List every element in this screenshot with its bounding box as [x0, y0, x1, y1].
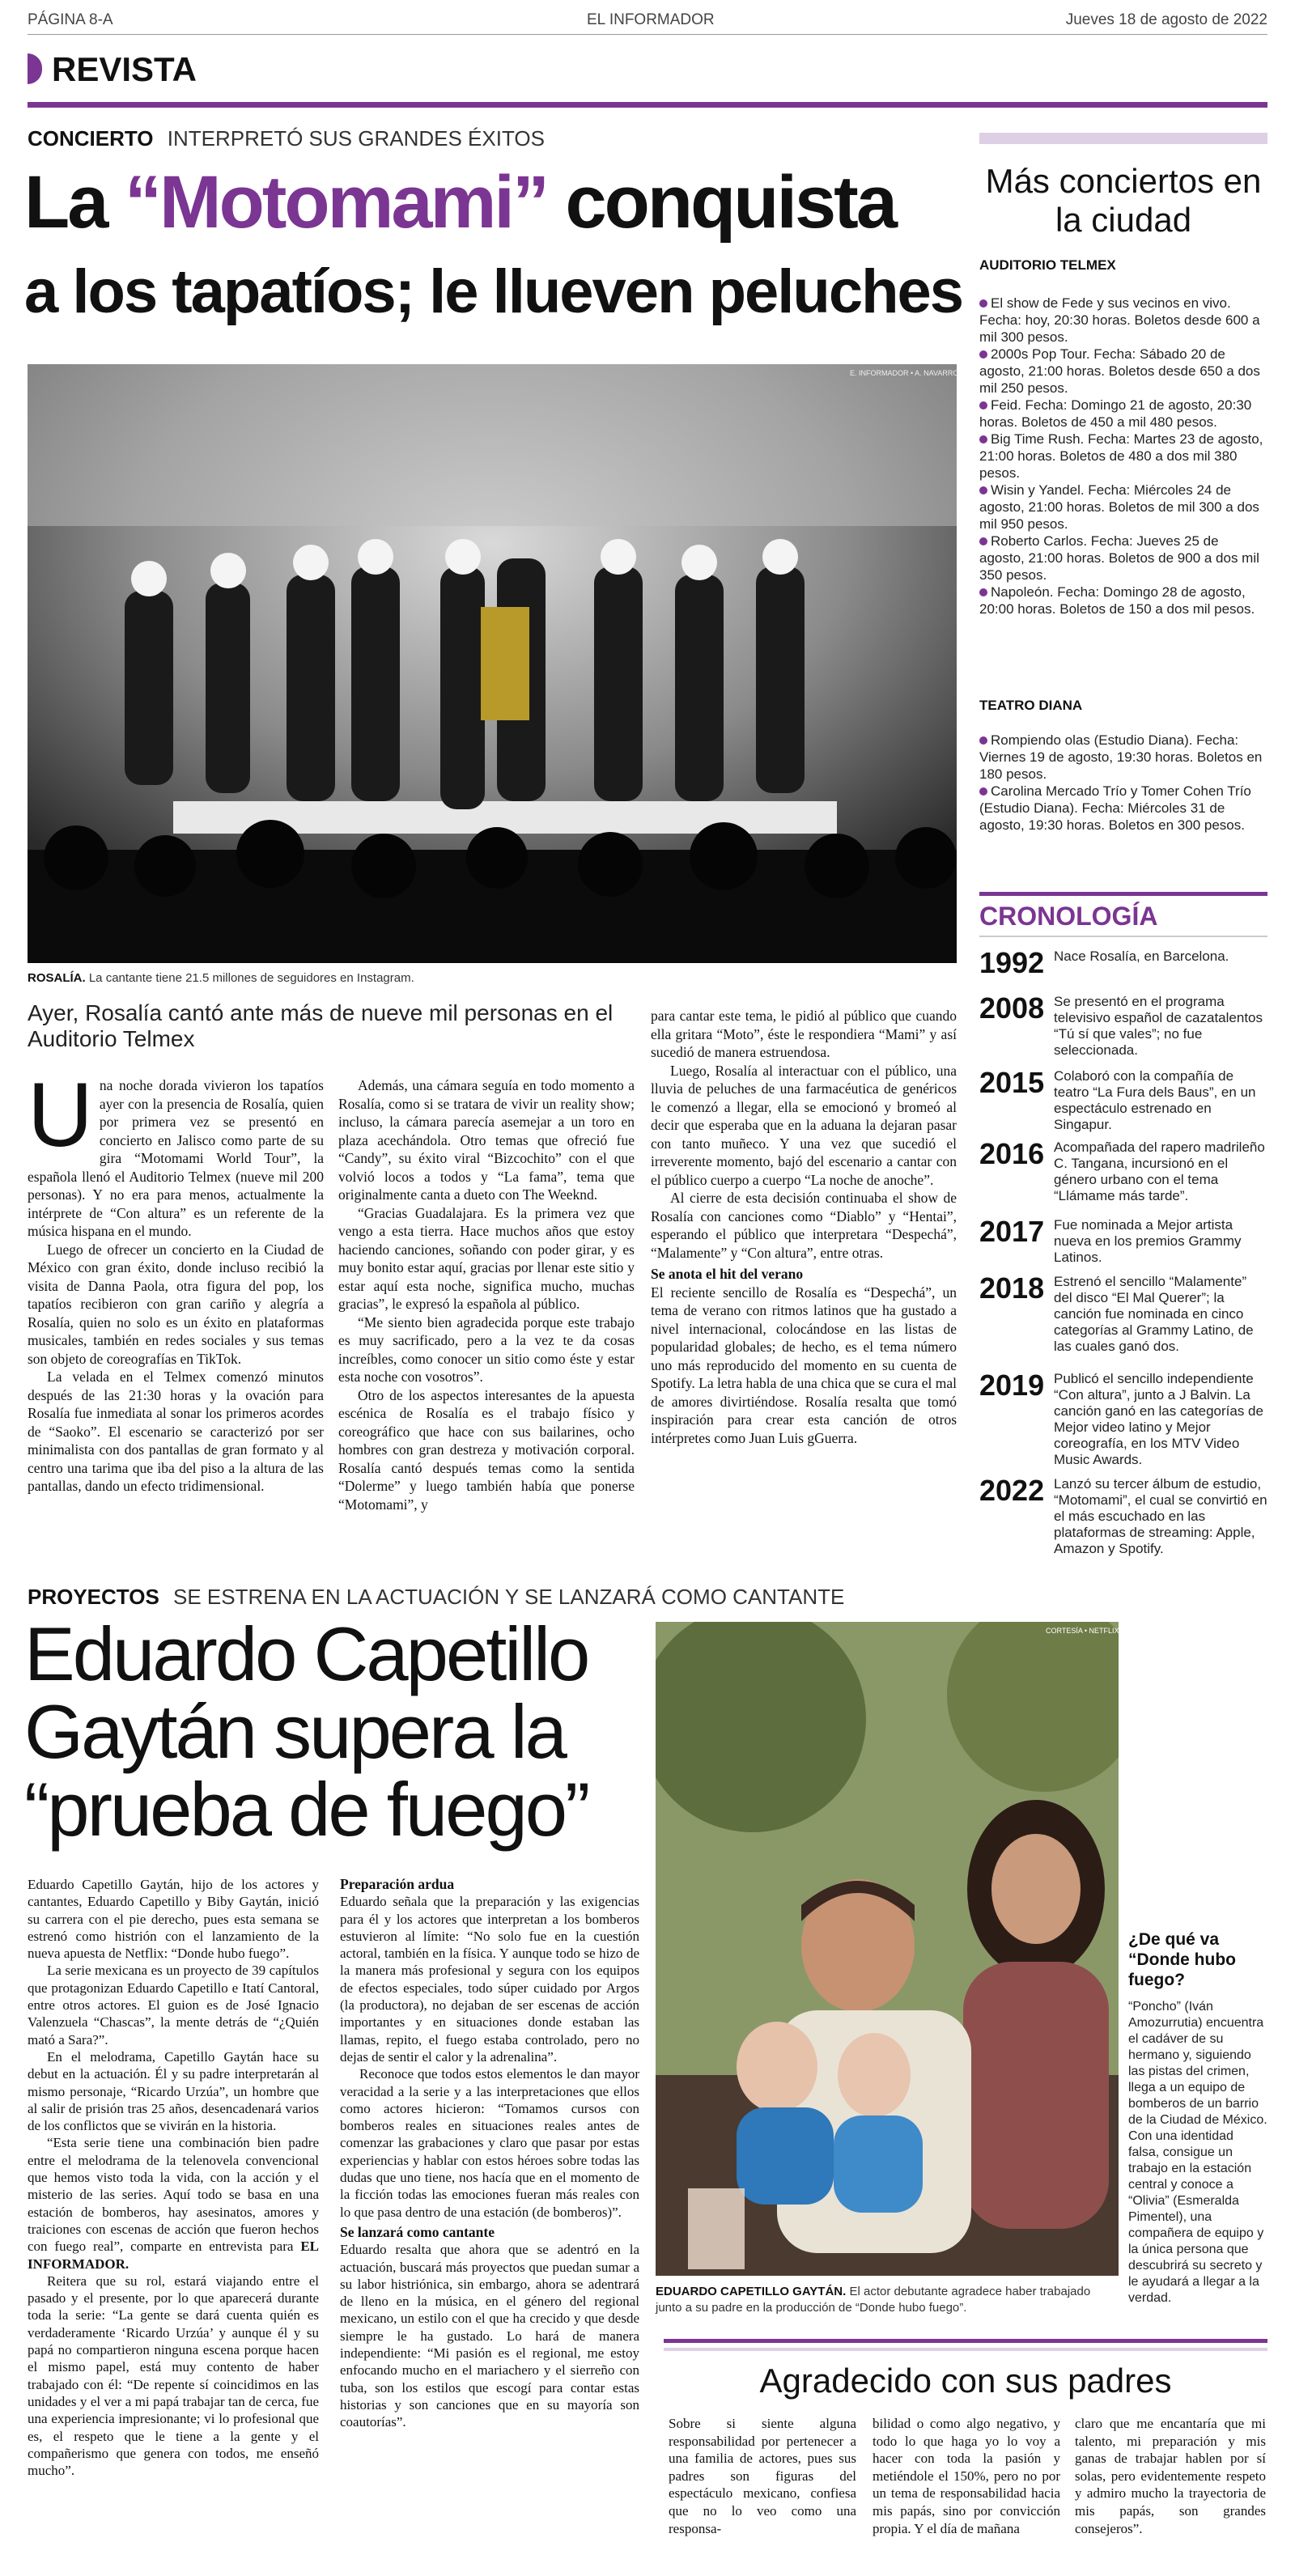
paragraph: “Me siento bien agradecida porque este trabajo es muy sacrificado, pero a la vez te da cosas increíbles, como conocer un sitio como éste y estar esta noche con vosotros”. — [338, 1313, 635, 1385]
box-col2: bilidad o como algo negativo, y todo lo que haga yo lo voy a hacer con toda la pasión y metiéndole el 150%, pero no por un tema de responsabilidad hacia mis papás, sino por convicción propia. Y el día de mañana — [873, 2416, 1060, 2536]
story1-kicker — [28, 126, 545, 151]
masthead: EL INFORMADOR — [587, 11, 715, 28]
paragraph: Otro de los aspectos interesantes de la apuesta escénica de Rosalía es el trabajo físico y coreográfico que hace con sus bailarines, ocho hombres con gran destreza y motivación corporal. Rosalía cantó después temas como la sentida “Dolerme” y luego también había que ponerse “Motomami”, y — [338, 1386, 635, 1513]
headline-post: conquista — [546, 161, 895, 244]
list-item: Roberto Carlos. Fecha: Jueves 25 de agosto, 21:00 horas. Boletos de 900 a dos mil 350 pesos. — [979, 533, 1259, 583]
story1-headline-line2: a los tapatíos; le llueven peluches — [24, 257, 963, 326]
chronology — [979, 948, 1267, 1557]
photo-credit: E. INFORMADOR • A. NAVARRO — [850, 369, 959, 377]
paragraph: “Gracias Guadalajara. Es la primera vez que vengo a esta tierra. Hace muchos años que estoy haciendo canciones, soñando con poder girar, y es muy bonito estar aquí, gracias por llenar este sitio y estar aquí esta noche, significa mucho, muchas gracias”, le expresó la española al público. — [338, 1204, 635, 1312]
box-subrule — [664, 2348, 1267, 2351]
story1-deck: Ayer, Rosalía cantó ante más de nueve mil personas en el Auditorio Telmex — [28, 1000, 614, 1051]
story2-kicker — [28, 1585, 844, 1610]
chrono-entry: 2016 Acompañada del rapero madrileño C. Tangana, incursionó en el género urbano con el tema “Llámame más tarde”. — [979, 1137, 1265, 1203]
subheading: Preparación ardua — [340, 1876, 455, 1892]
story1-headline-line1 — [24, 162, 895, 243]
photo2-credit: CORTESÍA • NETFLIX — [1046, 1627, 1119, 1635]
chrono-subrule — [979, 936, 1267, 937]
paragraph: El reciente sencillo de Rosalía es “Despechá”, un tema de verano con ritmos latinos que ha gustado a nivel internacional, colocándose en las listas de popularidad globales; de hecho, es el tema número uno más reproducido del momento en su cuenta de Spotify. La letra habla de una chica que se cura el mal de amores divirtiéndose. Rosalía resalta que tomó inspiración para crear esta canción de otros intérpretes como Juan Luis gGuerra. — [651, 1284, 957, 1446]
list-item: Napoleón. Fecha: Domingo 28 de agosto, 20:00 horas. Boletos de 150 a dos mil pesos. — [979, 584, 1255, 617]
list-item: Rompiendo olas (Estudio Diana). Fecha: Viernes 19 de agosto, 19:30 horas. Boletos en 180 pesos. — [979, 732, 1263, 782]
subheading: Se anota el hit del verano — [651, 1266, 804, 1282]
caption-name: ROSALÍA. — [28, 971, 86, 985]
paragraph: Luego, Rosalía al interactuar con el público, una lluvia de peluches de una farmacéutica de genéricos le comenzó a llegar, ella se emocionó y bromeó al decir que esperaba que en la aduana la dejaran pasar con tanto muñeco. Y una vez que sucedió el irreverente momento, bajó del escenario a cantar con el público cuerpo a cuerpo “La noche de anoche”. — [651, 1062, 957, 1188]
caption-text: La cantante tiene 21.5 millones de seguidores en Instagram. — [88, 971, 414, 985]
chrono-entry: 2022 Lanzó su tercer álbum de estudio, “Motomami”, el cual se convirtió en el más escuchado en las plataformas de streaming: Apple, Amazon y Spotify. — [979, 1474, 1267, 1556]
chrono-entry: 2018 Estrenó el sencillo “Malamente” del disco “El Mal Querer”; la canción fue nominada en cinco categorías al Grammy Latino, de las cuales ganó dos. — [979, 1271, 1254, 1354]
box-col3: claro que me encantaría que mi talento, mi preparación y mis ganas de trabajar hablen por sí solas, pero evidentemente respeto y admiro mucho la trayectoria de mis papás, son grandes consejeros”. — [1075, 2416, 1266, 2536]
issue-date: Jueves 18 de agosto de 2022 — [1065, 11, 1267, 28]
paragraph: Eduardo Capetillo Gaytán, hijo de los actores y cantantes, Eduardo Capetillo y Biby Gaytán, inició su carrera con el pie derecho, pues esta semana se estrenó como histrión con el lanzamiento de la nueva apuesta de Netflix: “Donde hubo fuego”. — [28, 1877, 319, 1962]
paragraph: Reconoce que todos estos elementos le dan mayor veracidad a la serie y a las interpretaciones que ellos como actores hicieron: “Tomamos cursos con bomberos reales en situaciones reales antes de comenzar las grabaciones y claro que pasar por estas experiencias y hablar con estos héroes sobre todas las dudas que uno tiene, nos hacía que en el momento de la ficción todas las emociones fueran más reales con lo que pasa dentro de una estación (de bomberos)”. — [340, 2066, 639, 2220]
section-title: REVISTA — [52, 50, 197, 88]
story1-col2 — [338, 1076, 635, 1513]
subheading: Se lanzará como cantante — [340, 2223, 495, 2240]
header-rule — [28, 34, 1267, 35]
chrono-entry: 2008 Se presentó en el programa televisivo español de cazatalentos “Tú sí que vales”; no fue seleccionada. — [979, 991, 1263, 1058]
story1-col1 — [28, 1064, 324, 1496]
story2-col1 — [28, 1876, 319, 2479]
lead-paragraph: Una noche dorada vivieron los tapatíos ayer con la presencia de Rosalía, quien por primera vez se presentó en concierto en Jalisco como parte de su gira “Motomami World Tour”, la española llenó el Auditorio Telmex (nueve mil 200 personas). Y no era para menos, actualmente la intérprete de “Con altura” es un referente de la música hispana en el mundo. — [28, 1064, 324, 1239]
paragraph: Al cierre de esta decisión continuaba el show de Rosalía con canciones como “Diablo” y “Hentai”, esperando el público que interpretara “Despechá”, “Malamente” y “Con altura”, entre otras. — [651, 1190, 957, 1261]
story2-sidebar-text: “Poncho” (Iván Amozurrutia) encuentra el cadáver de su hermano y, siguiendo las pistas del crimen, llega a un equipo de bomberos de un barrio de la Ciudad de México. Con una identidad falsa, consigue un trabajo en la estación central y conoce a “Olivia” (Esmeralda Pimentel), una compañera de equipo y la única persona que descubrirá su secreto y le ayudará a llegar a la verdad. — [1128, 2000, 1267, 2305]
paragraph: Eduardo resalta que ahora que se adentró en la actuación, buscará más proyectos que puedan sumar a su labor histriónica, sin embargo, ahora se adentrará de lleno en la música, en el género del regional mexicano, un estilo con el que ha crecido y que desde siempre le ha gustado. Lo hará de manera independiente: “Mi pasión es el regional, me estoy enfocando mucho en el mariachero y el sierreño con tuba, son los estilos que escogí para contar estas historias y son canciones que en su mayoría son coautorías”. — [340, 2242, 639, 2430]
kicker-sub: INTERPRETÓ SUS GRANDES ÉXITOS — [167, 126, 545, 151]
box-top-rule — [664, 2339, 1267, 2343]
photo-caption — [28, 971, 957, 985]
list-item: Feid. Fecha: Domingo 21 de agosto, 20:30 horas. Boletos de 450 a mil 480 pesos. — [979, 397, 1252, 430]
paragraph: Reitera que su rol, estará viajando entre el pasado y el presente, por lo que aparecerá durante toda la serie: “La gente se dará cuenta quién es verdaderamente ‘Ricardo Urzúa’ y aunque él y su papá no compartieron ninguna escena porque hacen el mismo papel, está muy contento de haber trabajado con él: “De repente sí coincidimos en las unidades y el ver a mi papá trabajar tan de cerca, fue una experiencia impresionante; vi lo profesional que es, el respeto que le tiene a la gente y el compañerismo que genera con todos, me enseñó mucho”. — [28, 2273, 319, 2479]
chrono-entry: 1992 Nace Rosalía, en Barcelona. — [979, 946, 1229, 979]
paragraph: para cantar este tema, le pidió al público que cuando ella gritara “Moto”, éste le respondiera “Mami” y así sucedió de manera estruendosa. — [651, 1008, 957, 1060]
headline-pre: La — [24, 161, 125, 244]
venue-telmex: AUDITORIO TELMEX — [979, 257, 1116, 273]
list-item: 2000s Pop Tour. Fecha: Sábado 20 de agosto, 21:00 horas. Boletos desde 650 a dos mil 250 pesos. — [979, 346, 1260, 396]
list-item: El show de Fede y sus vecinos en vivo. Fecha: hoy, 20:30 horas. Boletos desde 600 a mil 300 pesos. — [979, 295, 1260, 345]
section-rule — [28, 102, 1267, 108]
sidebar-title: Más conciertos en la ciudad — [985, 162, 1262, 239]
list-item: Wisin y Yandel. Fecha: Miércoles 24 de agosto, 21:00 horas. Boletos de mil 300 a dos mil 950 pesos. — [979, 482, 1259, 532]
kicker-sub: SE ESTRENA EN LA ACTUACIÓN Y SE LANZARÁ COMO CANTANTE — [173, 1585, 845, 1609]
venue-diana: TEATRO DIANA — [979, 698, 1083, 713]
chrono-title: CRONOLOGÍA — [979, 902, 1158, 931]
story2-col2 — [340, 1876, 639, 2431]
headline-highlight: “Motomami” — [124, 161, 547, 244]
section-marker — [28, 53, 42, 84]
concert-photo — [28, 364, 957, 963]
family-illustration — [656, 1622, 1119, 2276]
box-col1: Sobre si siente alguna responsabilidad por pertenecer a una familia de actores, pues sus padres son figuras del espectáculo mexicano, confiesa que no lo veo como una responsa- — [669, 2416, 856, 2536]
photo2-caption — [656, 2284, 1119, 2316]
capetillo-photo — [656, 1622, 1119, 2276]
list-item: Carolina Mercado Trío y Tomer Cohen Trío (Estudio Diana). Fecha: Miércoles 31 de agosto, 19:30 horas. Boletos en 300 pesos. — [979, 783, 1251, 833]
caption-name: EDUARDO CAPETILLO GAYTÁN. — [656, 2285, 847, 2298]
chrono-rule — [979, 892, 1267, 896]
page-number: PÁGINA 8-A — [28, 11, 113, 28]
chrono-entry: 2015 Colaboró con la compañía de teatro “La Fura dels Baus”, en un espectáculo estrenado en Singapur. — [979, 1066, 1256, 1132]
chrono-entry: 2019 Publicó el sencillo independiente “Con altura”, junto a J Balvin. La canción ganó en las categorías de Mejor video latino y Mejor coreografía, en los MTV Video Music Awards. — [979, 1369, 1263, 1467]
paragraph: En el melodrama, Capetillo Gaytán hace su debut en la actuación. Él y su padre interpretarán al mismo personaje, “Ricardo Urzúa”, un hombre que al salir de prisión tras 25 años, desencadenará varios de los conflictos que se vivirán en la historia. — [28, 2048, 319, 2134]
sidebar-top-band — [979, 133, 1267, 144]
concert-illustration — [28, 364, 957, 963]
chrono-entry: 2017 Fue nominada a Mejor artista nueva en los premios Grammy Latinos. — [979, 1215, 1242, 1265]
kicker-label: PROYECTOS — [28, 1585, 159, 1609]
drop-cap: U — [28, 1064, 93, 1165]
paragraph: La velada en el Telmex comenzó minutos después de las 21:30 horas y la ovación para Rosalía fue inmediata al sonar los primeros acordes de “Saoko”. El escenario se caracterizó por ser minimalista con dos pantallas de gran formato y al centro una tarima que iba del piso a la altura de las pantallas, dando un efecto tridimensional. — [28, 1369, 324, 1494]
paragraph: La serie mexicana es un proyecto de 39 capítulos que protagonizan Eduardo Capetillo e Itatí Cantoral, entre otros actores. El guion es de José Ignacio Valenzuela “Chascas”, la mente detrás de “¿Quién mató a Sara?”. — [28, 1963, 319, 2048]
story2-headline: Eduardo Capetillo Gaytán supera la “prueba de fuego” — [24, 1611, 588, 1852]
caption-text: El actor debutante agradece haber trabajado junto a su padre en la producción de “Donde hubo fuego”. — [656, 2285, 1091, 2315]
list-item: Big Time Rush. Fecha: Martes 23 de agosto, 21:00 horas. Boletos de 480 a dos mil 380 pesos. — [979, 431, 1263, 481]
box-title: Agradecido con sus padres — [759, 2362, 1172, 2400]
telmex-list — [979, 295, 1267, 617]
diana-list — [979, 732, 1267, 834]
kicker-label: CONCIERTO — [28, 126, 154, 151]
paragraph: Eduardo señala que la preparación y las exigencias para él y los actores que interpretan a los bomberos estuvieron al límite: “No solo fue en la cuestión actoral, también en la física. Y aunque todo se hizo de la manera más profesional y segura con los equipos de efectos especiales, todo súper cuidado por Argos (la productora), no dejaban de ser escenas de acción importantes y en situaciones donde estaban las llamas, repito, el fuego estaba controlado, pero no dejas de sentir el calor y la adrenalina”. — [340, 1894, 639, 2065]
story1-col3 — [651, 1007, 957, 1447]
paragraph: “Esta serie tiene una combinación bien padre entre el melodrama de la telenovela convencional que hemos visto toda la vida, con la acción y el misterio de las series. Aquí todo se basa en una estación de bomberos, hay asesinatos, amores y traiciones con escenas de acción que fueron hechos con fuego real”, comparte en entrevista para EL INFORMADOR. — [28, 2135, 319, 2272]
paragraph: Luego de ofrecer un concierto en la Ciudad de México con gran éxito, donde incluso recibió la visita de Danna Paola, otra figura del pop, los tapatíos recibieron con gran cariño y alegría a Rosalía, quien no solo es un éxito en plataformas musicales, también en redes sociales y sus temas son objeto de coreografías en TikTok. — [28, 1241, 324, 1367]
paragraph: Además, una cámara seguía en todo momento a Rosalía, como si se tratara de vivir un reality show; incluso, la cámara parecía asemejar a un toro en plaza acechándola. Otro temas que ofreció fue “Candy”, su éxito viral “Bizcochito” con el que volvió locos a todos y “La fama”, tema que originalmente canta a dueto con The Weeknd. — [338, 1077, 635, 1203]
story2-sidebar-question: ¿De qué va “Donde hubo fuego? — [1128, 1930, 1236, 1989]
